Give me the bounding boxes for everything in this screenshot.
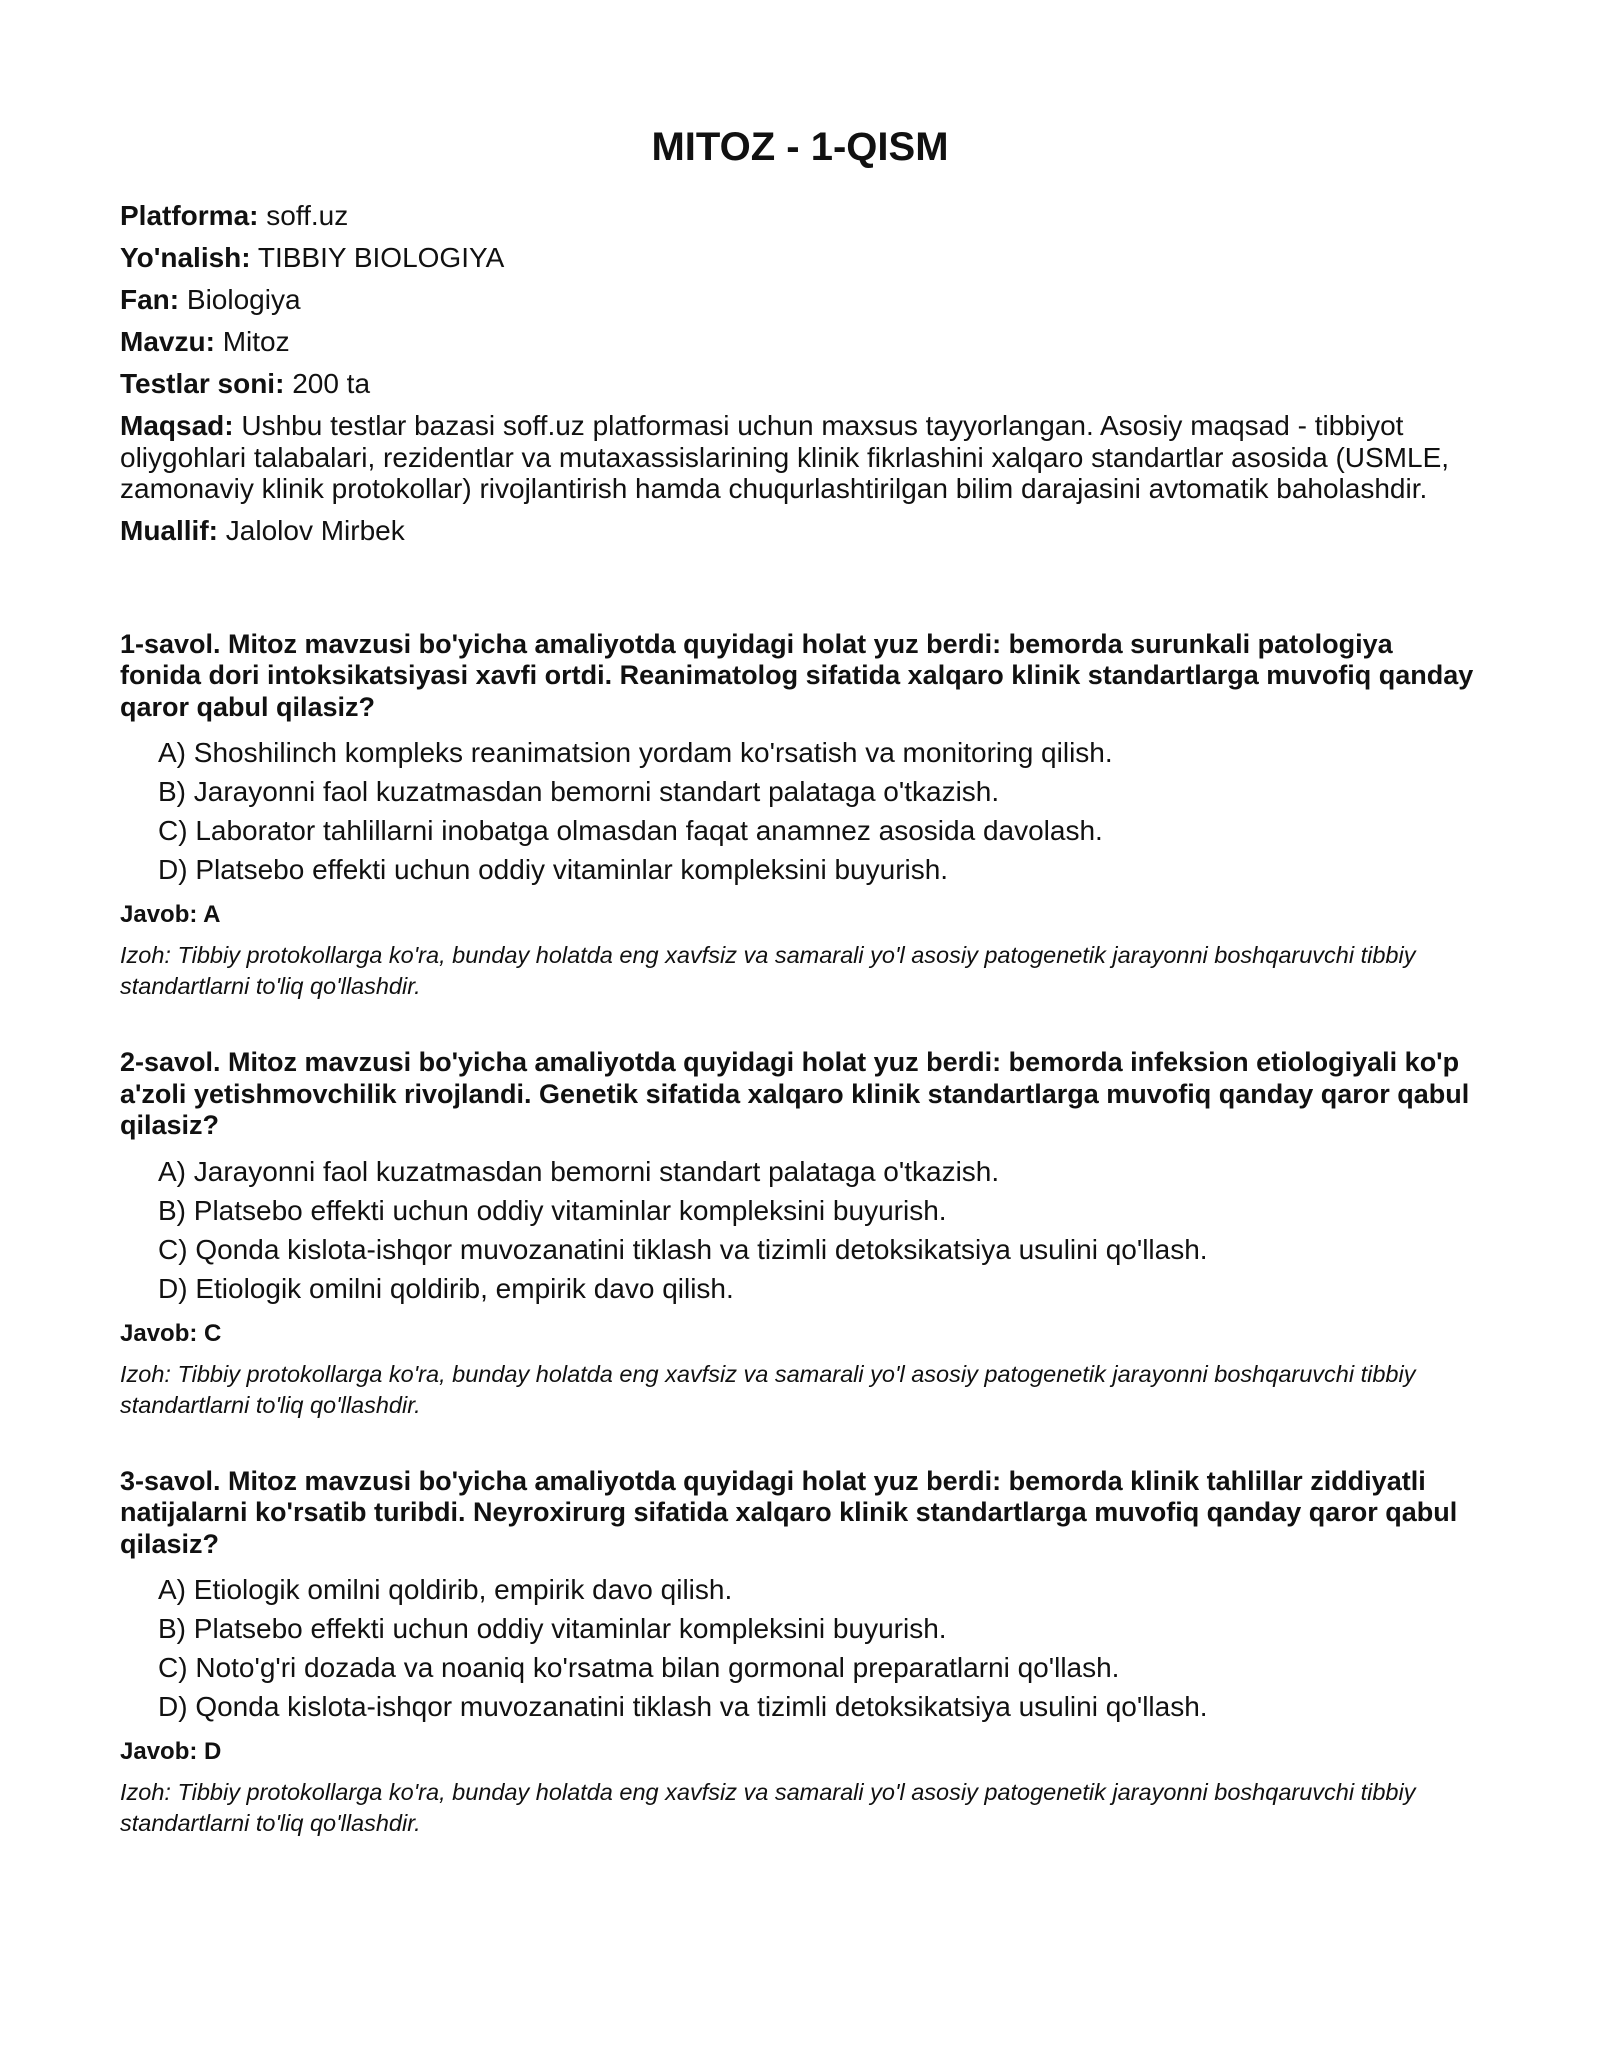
meta-platform-label: Platforma: [120, 200, 259, 231]
answer-explanation: Izoh: Tibbiy protokollarga ko'ra, bunday holatda eng xavfsiz va samarali yo'l asosiy patogenetik jarayonni boshqaruvchi tibbiy standartlarni to'liq qo'llashdir. [120, 1779, 1416, 1836]
meta-count [120, 368, 1480, 400]
question-text: 1-savol. Mitoz mavzusi bo'yicha amaliyotda quyidagi holat yuz berdi: bemorda surunkali patologiya fonida dori intoksikatsiyasi xavfi ortdi. Reanimatolog sifatida xalqaro klinik standartlarga muvofiq qanday qaror qabul qilasiz? [120, 628, 1474, 722]
meta-count-label: Testlar soni: [120, 368, 285, 399]
meta-purpose-label: Maqsad: [120, 410, 234, 441]
answer-key: Javob: D [120, 1738, 222, 1765]
question-3 [120, 1466, 1480, 1840]
answer-key: Javob: C [120, 1319, 222, 1347]
option-b: B) Jarayonni faol kuzatmasdan bemorni standart palataga o'tkazish. [158, 776, 1000, 807]
question-text: 2-savol. Mitoz mavzusi bo'yicha amaliyotda quyidagi holat yuz berdi: bemorda infeksion etiologiyali ko'p a'zoli yetishmovchilik rivojlandi. Genetik sifatida xalqaro klinik standartlarga muvofiq qanday qaror qabul qilasiz? [120, 1047, 1470, 1140]
answer-options [120, 1574, 1480, 1723]
meta-topic-label: Mavzu: [120, 326, 215, 357]
meta-subject-label: Fan: [120, 284, 180, 315]
meta-direction [120, 242, 1480, 274]
answer-options [120, 1156, 1480, 1305]
meta-author-value: Jalolov Mirbek [225, 514, 405, 546]
page-title: MITOZ - 1-QISM [651, 125, 949, 169]
answer-key: Javob: A [120, 901, 221, 928]
option-a: A) Shoshilinch kompleks reanimatsion yordam ko'rsatish va monitoring qilish. [158, 737, 1113, 768]
option-d: D) Etiologik omilni qoldirib, empirik davo qilish. [158, 1272, 734, 1304]
meta-direction-value: TIBBIY BIOLOGIYA [257, 242, 505, 273]
option-c: C) Laborator tahlillarni inobatga olmasdan faqat anamnez asosida davolash. [158, 815, 1103, 846]
meta-purpose-value: Ushbu testlar bazasi soff.uz platformasi uchun maxsus tayyorlangan. Asosiy maqsad - tibbiyot oliygohlari talabalari, rezidentlar va mutaxassislarining klinik fikrlashini xalqaro standartlar asosida (USMLE, zamonaviy klinik protokollar) rivojlantirish hamda chuqurlashtirilgan bilim darajasini avtomatik baholashdir. [120, 410, 1450, 504]
option-d: D) Qonda kislota-ishqor muvozanatini tiklash va tizimli detoksikatsiya usulini qo'llash. [158, 1691, 1208, 1722]
question-2 [120, 1047, 1480, 1421]
option-d: D) Platsebo effekti uchun oddiy vitaminlar kompleksini buyurish. [158, 854, 949, 885]
meta-author [120, 515, 1480, 547]
meta-subject-value: Biologiya [186, 284, 301, 315]
option-a: A) Etiologik omilni qoldirib, empirik davo qilish. [158, 1574, 733, 1605]
meta-topic-value: Mitoz [222, 326, 290, 357]
document-meta [120, 200, 1480, 547]
meta-topic [120, 326, 1480, 358]
answer-options [120, 737, 1480, 886]
option-b: B) Platsebo effekti uchun oddiy vitaminlar kompleksini buyurish. [158, 1613, 947, 1644]
option-c: C) Qonda kislota-ishqor muvozanatini tiklash va tizimli detoksikatsiya usulini qo'llash. [158, 1233, 1208, 1265]
meta-platform-value: soff.uz [266, 200, 349, 231]
meta-count-value: 200 ta [292, 368, 371, 399]
meta-subject [120, 284, 1480, 316]
meta-author-label: Muallif: [120, 514, 218, 546]
meta-direction-label: Yo'nalish: [120, 242, 251, 273]
option-a: A) Jarayonni faol kuzatmasdan bemorni standart palataga o'tkazish. [158, 1155, 1000, 1187]
question-text: 3-savol. Mitoz mavzusi bo'yicha amaliyotda quyidagi holat yuz berdi: bemorda klinik tahlillar ziddiyatli natijalarni ko'rsatib turibdi. Neyroxirurg sifatida xalqaro klinik standartlarga muvofiq qanday qaror qabul qilasiz? [120, 1465, 1458, 1559]
option-b: B) Platsebo effekti uchun oddiy vitaminlar kompleksini buyurish. [158, 1194, 947, 1226]
question-1 [120, 629, 1480, 1003]
option-c: C) Noto'g'ri dozada va noaniq ko'rsatma bilan gormonal preparatlarni qo'llash. [158, 1652, 1120, 1683]
question-list [120, 629, 1480, 1840]
meta-purpose [120, 410, 1480, 505]
answer-explanation: Izoh: Tibbiy protokollarga ko'ra, bunday holatda eng xavfsiz va samarali yo'l asosiy patogenetik jarayonni boshqaruvchi tibbiy standartlarni to'liq qo'llashdir. [120, 942, 1416, 999]
meta-platform [120, 200, 1480, 232]
answer-explanation: Izoh: Tibbiy protokollarga ko'ra, bunday holatda eng xavfsiz va samarali yo'l asosiy patogenetik jarayonni boshqaruvchi tibbiy standartlarni to'liq qo'llashdir. [120, 1360, 1416, 1418]
